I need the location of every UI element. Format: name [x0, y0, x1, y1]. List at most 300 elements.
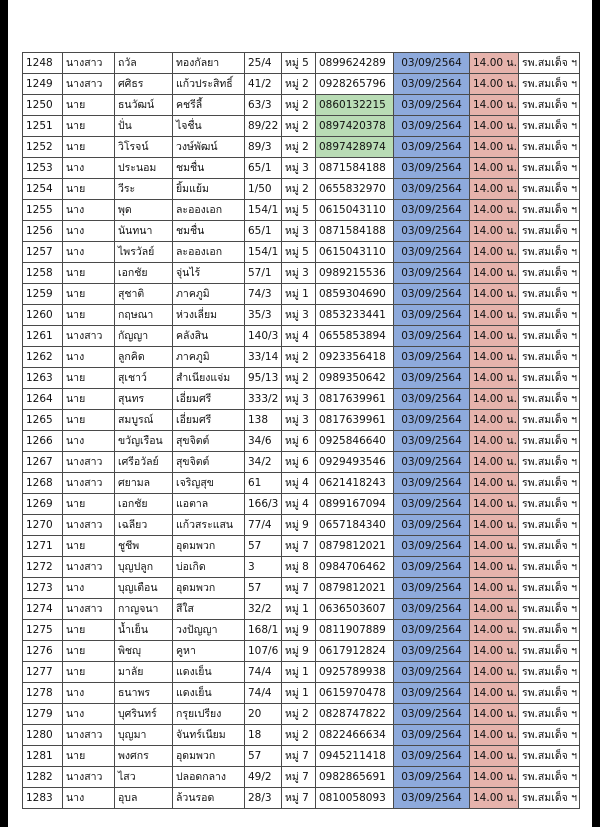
phone-number-cell: 0655832970 [316, 179, 394, 200]
appointment-time-cell: 14.00 น. [470, 578, 519, 599]
row-number-cell: 1268 [23, 473, 63, 494]
last-name-cell: แดงเย็น [173, 683, 245, 704]
first-name-cell: สุชาติ [115, 284, 173, 305]
vaccination-place-cell: รพ.สมเด็จ ฯ [519, 704, 580, 725]
name-title-cell: นาย [63, 410, 115, 431]
house-number-cell: 34/6 [245, 431, 282, 452]
village-moo-cell: หมู่ 4 [282, 494, 316, 515]
vaccination-place-cell: รพ.สมเด็จ ฯ [519, 347, 580, 368]
table-row [23, 620, 580, 641]
table-row [23, 284, 580, 305]
house-number-cell: 33/14 [245, 347, 282, 368]
phone-number-cell: 0925789938 [316, 662, 394, 683]
appointment-time-cell: 14.00 น. [470, 221, 519, 242]
phone-number-cell: 0879812021 [316, 578, 394, 599]
first-name-cell: เฉลียว [115, 515, 173, 536]
table-row [23, 431, 580, 452]
table-row [23, 221, 580, 242]
first-name-cell: ประนอม [115, 158, 173, 179]
first-name-cell: ขวัญเรือน [115, 431, 173, 452]
village-moo-cell: หมู่ 1 [282, 662, 316, 683]
vaccination-place-cell: รพ.สมเด็จ ฯ [519, 557, 580, 578]
first-name-cell: มาลัย [115, 662, 173, 683]
village-moo-cell: หมู่ 5 [282, 53, 316, 74]
appointment-time-cell: 14.00 น. [470, 179, 519, 200]
first-name-cell: อุบล [115, 788, 173, 809]
name-title-cell: นาง [63, 200, 115, 221]
row-number-cell: 1262 [23, 347, 63, 368]
row-number-cell: 1256 [23, 221, 63, 242]
name-title-cell: นาง [63, 158, 115, 179]
table-row [23, 662, 580, 683]
page-edge-left [0, 0, 8, 827]
last-name-cell: ภาคภูมิ [173, 284, 245, 305]
name-title-cell: นาง [63, 347, 115, 368]
house-number-cell: 25/4 [245, 53, 282, 74]
first-name-cell: วีระ [115, 179, 173, 200]
vaccination-place-cell: รพ.สมเด็จ ฯ [519, 368, 580, 389]
first-name-cell: ลูกคิด [115, 347, 173, 368]
house-number-cell: 74/4 [245, 662, 282, 683]
row-number-cell: 1258 [23, 263, 63, 284]
row-number-cell: 1274 [23, 599, 63, 620]
table-row [23, 599, 580, 620]
first-name-cell: กาญจนา [115, 599, 173, 620]
vaccination-place-cell: รพ.สมเด็จ ฯ [519, 389, 580, 410]
table-row [23, 368, 580, 389]
name-title-cell: นาย [63, 95, 115, 116]
table-row [23, 746, 580, 767]
row-number-cell: 1260 [23, 305, 63, 326]
house-number-cell: 28/3 [245, 788, 282, 809]
house-number-cell: 74/3 [245, 284, 282, 305]
appointment-time-cell: 14.00 น. [470, 242, 519, 263]
village-moo-cell: หมู่ 2 [282, 179, 316, 200]
vaccination-place-cell: รพ.สมเด็จ ฯ [519, 452, 580, 473]
village-moo-cell: หมู่ 3 [282, 221, 316, 242]
appointment-date-cell: 03/09/2564 [394, 515, 470, 536]
vaccination-place-cell: รพ.สมเด็จ ฯ [519, 53, 580, 74]
name-title-cell: นางสาว [63, 515, 115, 536]
appointment-date-cell: 03/09/2564 [394, 473, 470, 494]
vaccination-place-cell: รพ.สมเด็จ ฯ [519, 725, 580, 746]
house-number-cell: 57 [245, 536, 282, 557]
vaccination-roster-table [22, 52, 580, 809]
row-number-cell: 1264 [23, 389, 63, 410]
phone-number-cell: 0871584188 [316, 221, 394, 242]
appointment-time-cell: 14.00 น. [470, 347, 519, 368]
name-title-cell: นาย [63, 116, 115, 137]
first-name-cell: ถวัล [115, 53, 173, 74]
last-name-cell: คลังสิน [173, 326, 245, 347]
name-title-cell: นางสาว [63, 599, 115, 620]
table-row [23, 788, 580, 809]
house-number-cell: 168/1 [245, 620, 282, 641]
vaccination-place-cell: รพ.สมเด็จ ฯ [519, 263, 580, 284]
appointment-date-cell: 03/09/2564 [394, 788, 470, 809]
house-number-cell: 154/1 [245, 242, 282, 263]
appointment-date-cell: 03/09/2564 [394, 389, 470, 410]
first-name-cell: พงศกร [115, 746, 173, 767]
house-number-cell: 89/22 [245, 116, 282, 137]
phone-number-cell: 0923356418 [316, 347, 394, 368]
row-number-cell: 1278 [23, 683, 63, 704]
appointment-date-cell: 03/09/2564 [394, 704, 470, 725]
appointment-date-cell: 03/09/2564 [394, 95, 470, 116]
name-title-cell: นางสาว [63, 74, 115, 95]
vaccination-place-cell: รพ.สมเด็จ ฯ [519, 284, 580, 305]
row-number-cell: 1251 [23, 116, 63, 137]
village-moo-cell: หมู่ 2 [282, 347, 316, 368]
row-number-cell: 1280 [23, 725, 63, 746]
house-number-cell: 77/4 [245, 515, 282, 536]
name-title-cell: นาย [63, 746, 115, 767]
village-moo-cell: หมู่ 7 [282, 578, 316, 599]
appointment-time-cell: 14.00 น. [470, 431, 519, 452]
phone-number-cell: 0859304690 [316, 284, 394, 305]
phone-number-cell: 0984706462 [316, 557, 394, 578]
phone-number-cell: 0828747822 [316, 704, 394, 725]
phone-number-cell: 0925846640 [316, 431, 394, 452]
table-row [23, 305, 580, 326]
last-name-cell: ยิ้มแย้ม [173, 179, 245, 200]
phone-number-cell: 0822466634 [316, 725, 394, 746]
appointment-time-cell: 14.00 น. [470, 74, 519, 95]
vaccination-place-cell: รพ.สมเด็จ ฯ [519, 515, 580, 536]
row-number-cell: 1261 [23, 326, 63, 347]
last-name-cell: ล้วนรอด [173, 788, 245, 809]
appointment-date-cell: 03/09/2564 [394, 137, 470, 158]
phone-number-cell: 0928265796 [316, 74, 394, 95]
last-name-cell: สำเนียงแจ่ม [173, 368, 245, 389]
house-number-cell: 95/13 [245, 368, 282, 389]
phone-number-cell: 0853233441 [316, 305, 394, 326]
appointment-time-cell: 14.00 น. [470, 263, 519, 284]
house-number-cell: 32/2 [245, 599, 282, 620]
house-number-cell: 65/1 [245, 221, 282, 242]
appointment-time-cell: 14.00 น. [470, 95, 519, 116]
name-title-cell: นาง [63, 704, 115, 725]
name-title-cell: นาง [63, 788, 115, 809]
village-moo-cell: หมู่ 8 [282, 557, 316, 578]
phone-number-cell: 0897428974 [316, 137, 394, 158]
vaccination-place-cell: รพ.สมเด็จ ฯ [519, 473, 580, 494]
village-moo-cell: หมู่ 2 [282, 95, 316, 116]
table-row [23, 725, 580, 746]
phone-number-cell: 0945211418 [316, 746, 394, 767]
row-number-cell: 1276 [23, 641, 63, 662]
table-row [23, 704, 580, 725]
row-number-cell: 1265 [23, 410, 63, 431]
house-number-cell: 35/3 [245, 305, 282, 326]
village-moo-cell: หมู่ 7 [282, 788, 316, 809]
first-name-cell: สุนทร [115, 389, 173, 410]
phone-number-cell: 0617912824 [316, 641, 394, 662]
name-title-cell: นางสาว [63, 725, 115, 746]
first-name-cell: ปั่น [115, 116, 173, 137]
first-name-cell: ชูชีพ [115, 536, 173, 557]
first-name-cell: บุญมา [115, 725, 173, 746]
house-number-cell: 41/2 [245, 74, 282, 95]
last-name-cell: กรุยเปรียง [173, 704, 245, 725]
appointment-time-cell: 14.00 น. [470, 683, 519, 704]
phone-number-cell: 0811907889 [316, 620, 394, 641]
row-number-cell: 1279 [23, 704, 63, 725]
appointment-date-cell: 03/09/2564 [394, 74, 470, 95]
last-name-cell: ละอองเอก [173, 242, 245, 263]
vaccination-place-cell: รพ.สมเด็จ ฯ [519, 158, 580, 179]
house-number-cell: 138 [245, 410, 282, 431]
appointment-time-cell: 14.00 น. [470, 788, 519, 809]
appointment-date-cell: 03/09/2564 [394, 494, 470, 515]
name-title-cell: นาง [63, 578, 115, 599]
first-name-cell: บุญปลูก [115, 557, 173, 578]
row-number-cell: 1250 [23, 95, 63, 116]
village-moo-cell: หมู่ 9 [282, 620, 316, 641]
village-moo-cell: หมู่ 9 [282, 515, 316, 536]
appointment-time-cell: 14.00 น. [470, 116, 519, 137]
phone-number-cell: 0899167094 [316, 494, 394, 515]
house-number-cell: 3 [245, 557, 282, 578]
vaccination-place-cell: รพ.สมเด็จ ฯ [519, 746, 580, 767]
name-title-cell: นาง [63, 221, 115, 242]
table-row [23, 179, 580, 200]
phone-number-cell: 0929493546 [316, 452, 394, 473]
appointment-time-cell: 14.00 น. [470, 746, 519, 767]
house-number-cell: 140/3 [245, 326, 282, 347]
last-name-cell: คูหา [173, 641, 245, 662]
name-title-cell: นางสาว [63, 326, 115, 347]
last-name-cell: ชมชื่น [173, 221, 245, 242]
house-number-cell: 57 [245, 578, 282, 599]
table-row [23, 557, 580, 578]
first-name-cell: ไสว [115, 767, 173, 788]
vaccination-place-cell: รพ.สมเด็จ ฯ [519, 326, 580, 347]
appointment-date-cell: 03/09/2564 [394, 746, 470, 767]
vaccination-place-cell: รพ.สมเด็จ ฯ [519, 431, 580, 452]
last-name-cell: แก้วประสิทธิ์ [173, 74, 245, 95]
appointment-date-cell: 03/09/2564 [394, 410, 470, 431]
appointment-time-cell: 14.00 น. [470, 452, 519, 473]
appointment-date-cell: 03/09/2564 [394, 200, 470, 221]
house-number-cell: 20 [245, 704, 282, 725]
roster-body [23, 53, 580, 809]
appointment-date-cell: 03/09/2564 [394, 620, 470, 641]
appointment-time-cell: 14.00 น. [470, 725, 519, 746]
name-title-cell: นาย [63, 368, 115, 389]
appointment-date-cell: 03/09/2564 [394, 326, 470, 347]
first-name-cell: สุเชาว์ [115, 368, 173, 389]
table-row [23, 410, 580, 431]
last-name-cell: เอี่ยมศรี [173, 389, 245, 410]
appointment-date-cell: 03/09/2564 [394, 683, 470, 704]
appointment-date-cell: 03/09/2564 [394, 368, 470, 389]
table-row [23, 767, 580, 788]
village-moo-cell: หมู่ 7 [282, 536, 316, 557]
name-title-cell: นาง [63, 683, 115, 704]
name-title-cell: นางสาว [63, 53, 115, 74]
row-number-cell: 1252 [23, 137, 63, 158]
first-name-cell: กฤษณา [115, 305, 173, 326]
first-name-cell: น้ำเย็น [115, 620, 173, 641]
last-name-cell: อุดมพวก [173, 536, 245, 557]
appointment-date-cell: 03/09/2564 [394, 242, 470, 263]
phone-number-cell: 0615043110 [316, 242, 394, 263]
vaccination-place-cell: รพ.สมเด็จ ฯ [519, 221, 580, 242]
row-number-cell: 1282 [23, 767, 63, 788]
first-name-cell: เอกชัย [115, 494, 173, 515]
table-row [23, 578, 580, 599]
last-name-cell: บ่อเกิด [173, 557, 245, 578]
table-row [23, 347, 580, 368]
first-name-cell: บุญเตือน [115, 578, 173, 599]
table-row [23, 200, 580, 221]
house-number-cell: 74/4 [245, 683, 282, 704]
last-name-cell: จันทร์เนียม [173, 725, 245, 746]
row-number-cell: 1273 [23, 578, 63, 599]
appointment-date-cell: 03/09/2564 [394, 641, 470, 662]
first-name-cell: ไพรวัลย์ [115, 242, 173, 263]
village-moo-cell: หมู่ 7 [282, 746, 316, 767]
appointment-time-cell: 14.00 น. [470, 767, 519, 788]
first-name-cell: เศรีอวัลย์ [115, 452, 173, 473]
name-title-cell: นาย [63, 305, 115, 326]
appointment-date-cell: 03/09/2564 [394, 662, 470, 683]
last-name-cell: ละอองเอก [173, 200, 245, 221]
name-title-cell: นาง [63, 431, 115, 452]
appointment-time-cell: 14.00 น. [470, 704, 519, 725]
village-moo-cell: หมู่ 2 [282, 116, 316, 137]
phone-number-cell: 0655853894 [316, 326, 394, 347]
appointment-time-cell: 14.00 น. [470, 410, 519, 431]
table-row [23, 53, 580, 74]
last-name-cell: แดงเย็น [173, 662, 245, 683]
appointment-date-cell: 03/09/2564 [394, 536, 470, 557]
village-moo-cell: หมู่ 3 [282, 305, 316, 326]
appointment-date-cell: 03/09/2564 [394, 725, 470, 746]
last-name-cell: ทองกัลยา [173, 53, 245, 74]
last-name-cell: ไจชื่น [173, 116, 245, 137]
table-row [23, 74, 580, 95]
last-name-cell: จุ่นไร้ [173, 263, 245, 284]
first-name-cell: วิโรจน์ [115, 137, 173, 158]
vaccination-place-cell: รพ.สมเด็จ ฯ [519, 599, 580, 620]
house-number-cell: 107/6 [245, 641, 282, 662]
phone-number-cell: 0899624289 [316, 53, 394, 74]
appointment-time-cell: 14.00 น. [470, 620, 519, 641]
village-moo-cell: หมู่ 3 [282, 410, 316, 431]
row-number-cell: 1269 [23, 494, 63, 515]
village-moo-cell: หมู่ 2 [282, 725, 316, 746]
phone-number-cell: 0871584188 [316, 158, 394, 179]
name-title-cell: นาย [63, 494, 115, 515]
vaccination-place-cell: รพ.สมเด็จ ฯ [519, 683, 580, 704]
vaccination-place-cell: รพ.สมเด็จ ฯ [519, 137, 580, 158]
table-row [23, 326, 580, 347]
name-title-cell: นาย [63, 641, 115, 662]
appointment-date-cell: 03/09/2564 [394, 431, 470, 452]
row-number-cell: 1254 [23, 179, 63, 200]
appointment-time-cell: 14.00 น. [470, 368, 519, 389]
name-title-cell: นาง [63, 242, 115, 263]
name-title-cell: นาย [63, 536, 115, 557]
last-name-cell: คชรีลี้ [173, 95, 245, 116]
last-name-cell: ชมชื่น [173, 158, 245, 179]
first-name-cell: กัญญา [115, 326, 173, 347]
last-name-cell: ปลอดกลาง [173, 767, 245, 788]
last-name-cell: อุดมพวก [173, 746, 245, 767]
table-row [23, 95, 580, 116]
appointment-time-cell: 14.00 น. [470, 200, 519, 221]
vaccination-place-cell: รพ.สมเด็จ ฯ [519, 95, 580, 116]
vaccination-place-cell: รพ.สมเด็จ ฯ [519, 767, 580, 788]
name-title-cell: นางสาว [63, 473, 115, 494]
appointment-time-cell: 14.00 น. [470, 662, 519, 683]
house-number-cell: 49/2 [245, 767, 282, 788]
phone-number-cell: 0879812021 [316, 536, 394, 557]
village-moo-cell: หมู่ 1 [282, 683, 316, 704]
house-number-cell: 57 [245, 746, 282, 767]
vaccination-place-cell: รพ.สมเด็จ ฯ [519, 242, 580, 263]
name-title-cell: นางสาว [63, 767, 115, 788]
house-number-cell: 65/1 [245, 158, 282, 179]
appointment-time-cell: 14.00 น. [470, 473, 519, 494]
first-name-cell: เอกชัย [115, 263, 173, 284]
appointment-time-cell: 14.00 น. [470, 137, 519, 158]
phone-number-cell: 0989215536 [316, 263, 394, 284]
house-number-cell: 89/3 [245, 137, 282, 158]
table-row [23, 536, 580, 557]
vaccination-place-cell: รพ.สมเด็จ ฯ [519, 788, 580, 809]
first-name-cell: ธนาพร [115, 683, 173, 704]
house-number-cell: 333/2 [245, 389, 282, 410]
phone-number-cell: 0989350642 [316, 368, 394, 389]
village-moo-cell: หมู่ 2 [282, 74, 316, 95]
table-row [23, 515, 580, 536]
row-number-cell: 1248 [23, 53, 63, 74]
name-title-cell: นาย [63, 389, 115, 410]
last-name-cell: สีใส [173, 599, 245, 620]
first-name-cell: พุด [115, 200, 173, 221]
village-moo-cell: หมู่ 6 [282, 431, 316, 452]
phone-number-cell: 0615970478 [316, 683, 394, 704]
appointment-date-cell: 03/09/2564 [394, 158, 470, 179]
village-moo-cell: หมู่ 3 [282, 389, 316, 410]
table-row [23, 137, 580, 158]
row-number-cell: 1257 [23, 242, 63, 263]
vaccination-place-cell: รพ.สมเด็จ ฯ [519, 200, 580, 221]
village-moo-cell: หมู่ 1 [282, 284, 316, 305]
name-title-cell: นาย [63, 263, 115, 284]
first-name-cell: พิชญุ [115, 641, 173, 662]
last-name-cell: ภาคภูมิ [173, 347, 245, 368]
last-name-cell: แอตาล [173, 494, 245, 515]
row-number-cell: 1283 [23, 788, 63, 809]
vaccination-place-cell: รพ.สมเด็จ ฯ [519, 74, 580, 95]
phone-number-cell: 0657184340 [316, 515, 394, 536]
village-moo-cell: หมู่ 7 [282, 767, 316, 788]
village-moo-cell: หมู่ 4 [282, 326, 316, 347]
appointment-date-cell: 03/09/2564 [394, 263, 470, 284]
last-name-cell: แก้วสระแสน [173, 515, 245, 536]
last-name-cell: ห่วงเลี่ยม [173, 305, 245, 326]
first-name-cell: นันทนา [115, 221, 173, 242]
vaccination-place-cell: รพ.สมเด็จ ฯ [519, 179, 580, 200]
first-name-cell: สมบูรณ์ [115, 410, 173, 431]
row-number-cell: 1249 [23, 74, 63, 95]
house-number-cell: 1/50 [245, 179, 282, 200]
last-name-cell: สุขจิตต์ [173, 452, 245, 473]
